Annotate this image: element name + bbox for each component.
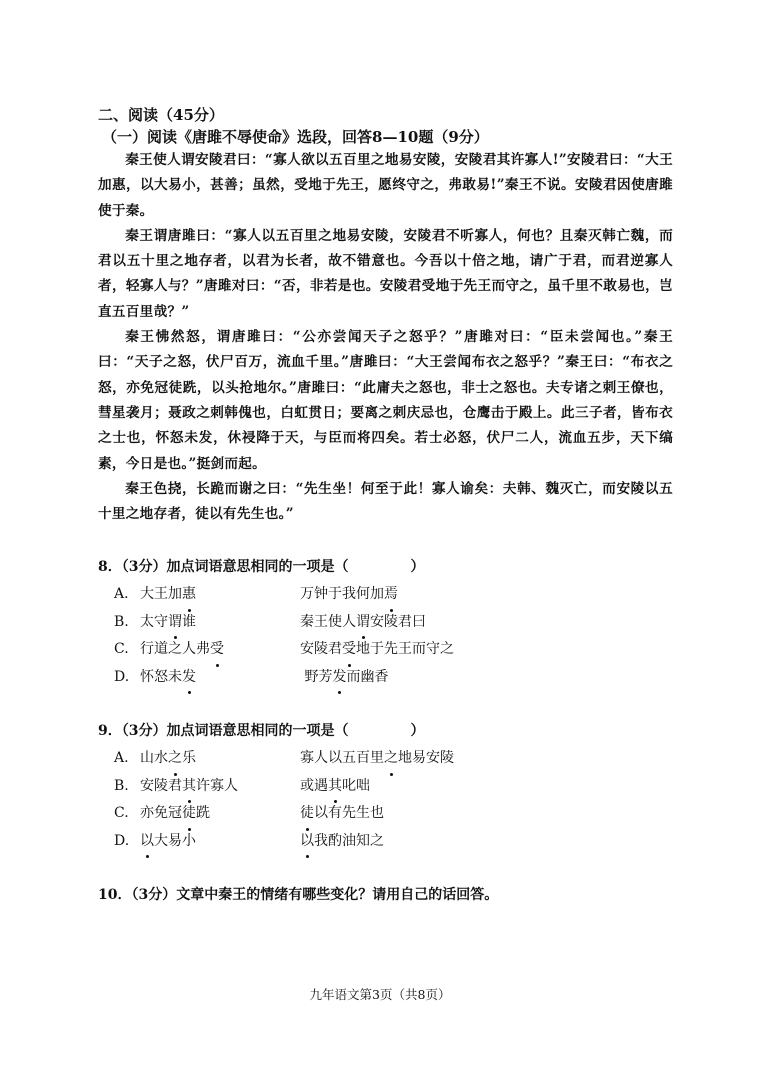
passage-paragraph: 秦王使人谓安陵君曰：“寡人欲以五百里之地易安陵，安陵君其许寡人!”安陵君曰：“大王加惠，以大易小，甚善；虽然，受地于先王，愿终守之，弗敢易!”秦王不说。安陵君因使唐雎使于秦。: [98, 152, 673, 219]
dotted-word: 其: [182, 773, 196, 801]
option-right-phrase: 万钟于我何加焉: [300, 581, 673, 609]
option-right-phrase: 以我酌油知之: [300, 828, 673, 856]
option-left-phrase: 亦免冠徒跣: [140, 800, 300, 828]
option-right-phrase: 徒以有先生也: [300, 800, 673, 828]
option-left-phrase: 行道之人弗受: [140, 636, 300, 664]
option-left-phrase: 山水之乐: [140, 745, 300, 773]
option-left-phrase: 大王加惠: [140, 581, 300, 609]
option-right-phrase: 野芳发而幽香: [300, 664, 673, 692]
dotted-word: 之: [168, 745, 182, 773]
question-9: [98, 719, 673, 855]
option-letter: C.: [114, 805, 129, 822]
dotted-word: 惠: [182, 581, 196, 609]
option-row[interactable]: [98, 636, 673, 664]
option-left-phrase: 怀怒未发: [140, 664, 300, 692]
option-right-phrase: 或遇其叱咄: [300, 773, 673, 801]
dotted-word: 以: [140, 828, 154, 856]
question-8: [98, 555, 673, 691]
passage-subtitle: （一）阅读《唐雎不辱使命》选段，回答8—10题（9分）: [102, 128, 489, 146]
dotted-word: 发: [332, 664, 346, 692]
option-right-phrase: 安陵君受地于先王而守之: [300, 636, 673, 664]
option-letter: C.: [114, 641, 129, 658]
question-10: [98, 883, 673, 907]
option-row[interactable]: [98, 828, 673, 856]
option-row[interactable]: [98, 609, 673, 637]
option-row[interactable]: [98, 664, 673, 692]
option-letter: B.: [114, 777, 129, 794]
page-content: [98, 104, 673, 907]
passage-paragraph: 秦王色挠，长跪而谢之曰：“先生坐！何至于此！寡人谕矣：夫韩、魏灭亡，而安陵以五十里之地存者，徒以有先生也。”: [98, 480, 673, 523]
option-left-phrase: 太守谓谁: [140, 609, 300, 637]
dotted-word: 发: [182, 664, 196, 692]
option-letter: A.: [114, 750, 129, 767]
question-8-stem: 8．（3分）加点词语意思相同的一项是（ ）: [98, 559, 425, 576]
dotted-word: 之: [384, 745, 398, 773]
question-9-stem: 9．（3分）加点词语意思相同的一项是（ ）: [98, 723, 425, 740]
passage-paragraph: 秦王怫然怒，谓唐雎曰：“公亦尝闻天子之怒乎？”唐雎对曰：“臣未尝闻也。”秦王曰：“天子之怒，伏尸百万，流血千里。”唐雎曰：“大王尝闻布衣之怒乎？”秦王曰：“布衣之怒，亦免冠徒跣，以头抢地尔。”唐雎曰：“此庸夫之怒也，非士之怒也。夫专诸之刺王僚也，彗星袭月；聂政之刺韩傀也，白虹贯日；要离之刺庆忌也，仓鹰击于殿上。此三子者，皆布衣之士也，怀怒未发，休祲降于天，与臣而将四矣。若士必怒，伏尸二人，流血五步，天下缟素，今日是也。”挺剑而起。: [98, 329, 673, 472]
option-row[interactable]: [98, 745, 673, 773]
option-left-phrase: 安陵君其许寡人: [140, 773, 300, 801]
option-letter: D.: [114, 668, 130, 685]
question-10-stem: 10．（3分）文章中秦王的情绪有哪些变化？请用自己的话回答。: [98, 887, 499, 904]
dotted-word: 谓: [168, 609, 182, 637]
option-row[interactable]: [98, 581, 673, 609]
option-right-phrase: 秦王使人谓安陵君曰: [300, 609, 673, 637]
option-letter: B.: [114, 613, 129, 630]
section-title: 二、阅读（45分）: [98, 106, 224, 124]
option-letter: D.: [114, 832, 130, 849]
option-row[interactable]: [98, 800, 673, 828]
dotted-word: 谓: [356, 609, 370, 637]
dotted-word: 徒: [300, 800, 314, 828]
dotted-word: 焉: [384, 581, 398, 609]
option-letter: A.: [114, 586, 129, 603]
passage-paragraph: 秦王谓唐雎曰：“寡人以五百里之地易安陵，安陵君不听寡人，何也？且秦灭韩亡魏，而君以五十里之地存者，以君为长者，故不错意也。今吾以十倍之地，请广于君，而君逆寡人者，轻寡人与？”唐雎对曰：“否，非若是也。安陵君受地于先王而守之，虽千里不敢易也，岂直五百里哉？”: [98, 227, 673, 320]
dotted-word: 受: [342, 636, 356, 664]
dotted-word: 其: [328, 773, 342, 801]
page-footer: 九年语文第3页（共8页）: [309, 987, 451, 1002]
option-row[interactable]: [98, 773, 673, 801]
option-left-phrase: 以大易小: [140, 828, 300, 856]
dotted-word: 以: [300, 828, 314, 856]
option-right-phrase: 寡人以五百里之地易安陵: [300, 745, 673, 773]
question-8-options: [98, 581, 673, 691]
dotted-word: 受: [210, 636, 224, 664]
passage: [98, 148, 673, 527]
dotted-word: 徒: [182, 800, 196, 828]
question-9-options: [98, 745, 673, 855]
